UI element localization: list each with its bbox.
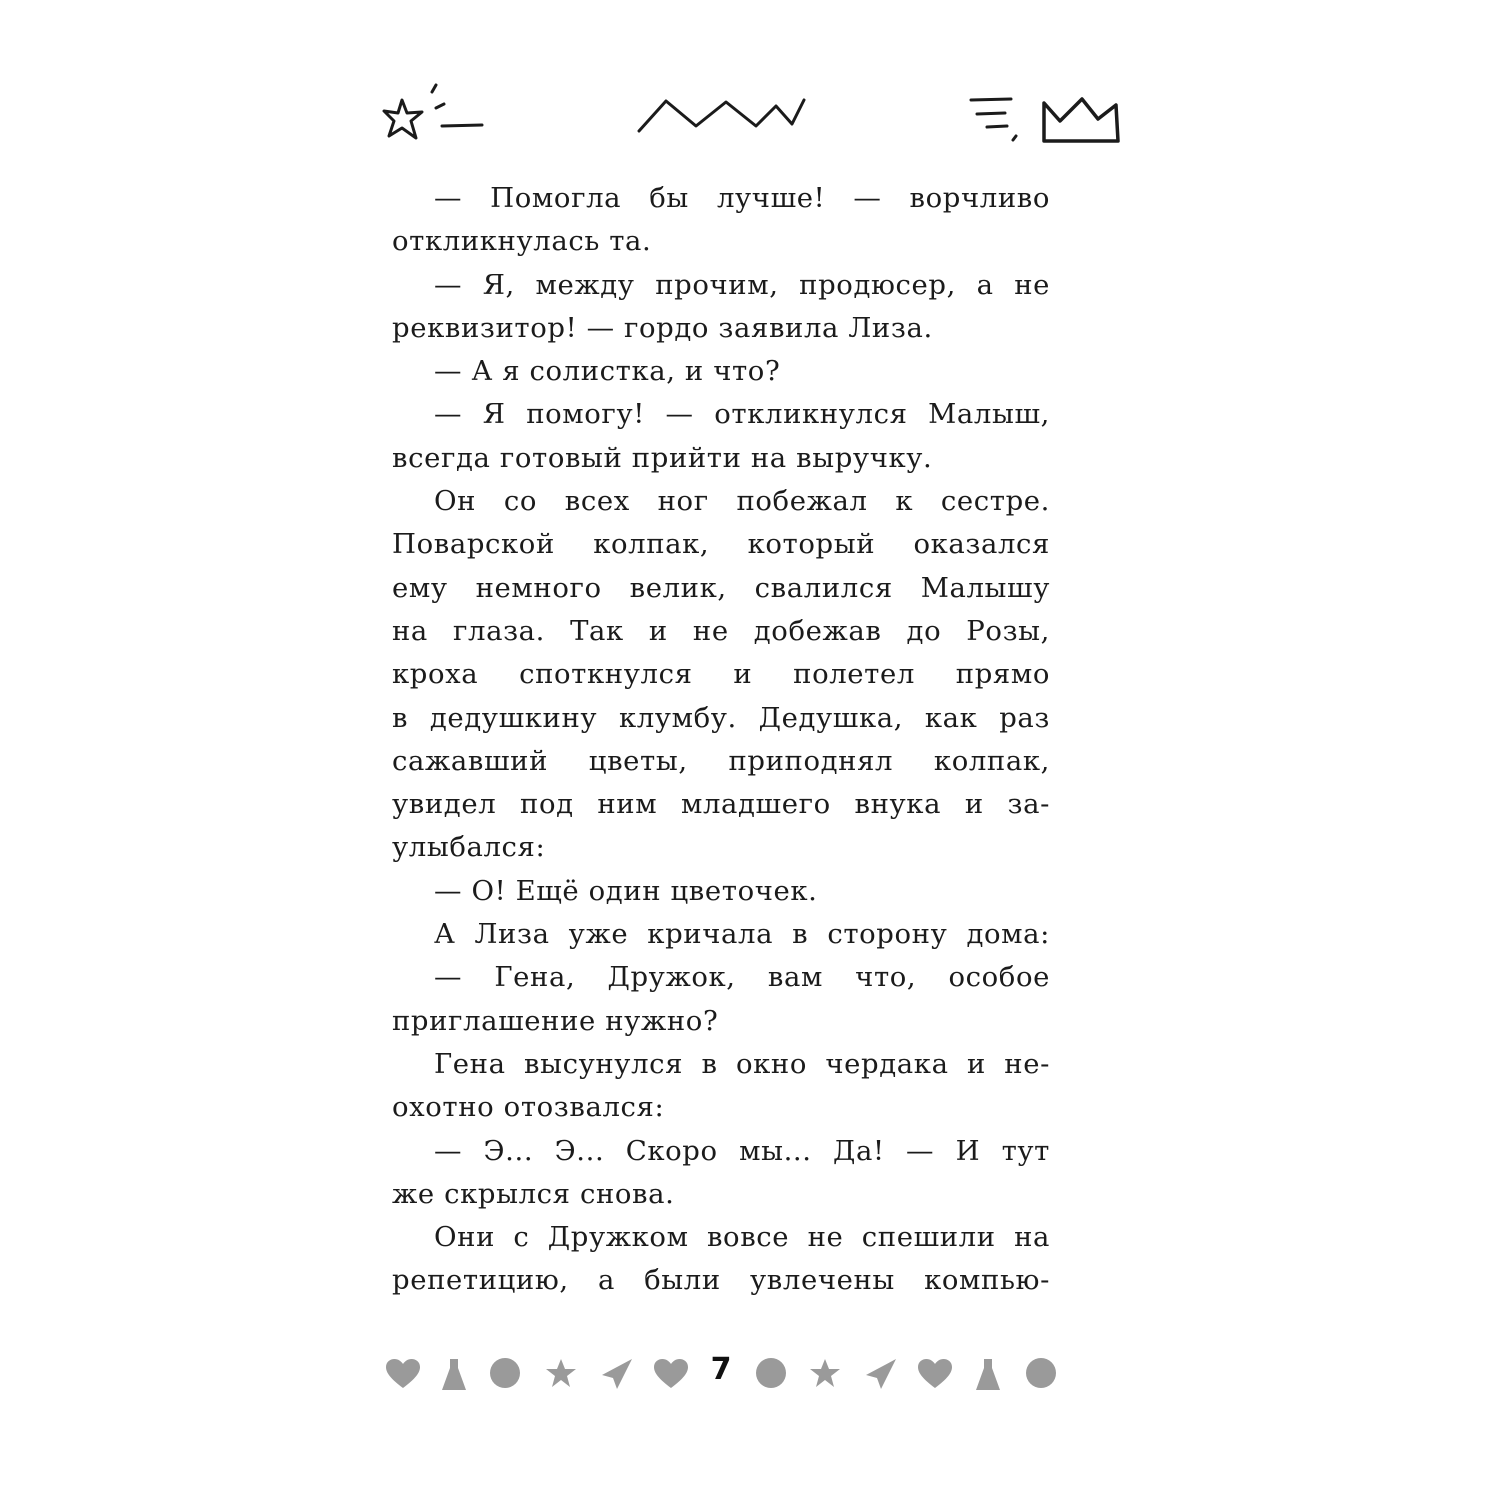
- text-line: — Я, между прочим, продюсер, а не: [434, 268, 1050, 301]
- text-line: охотно отозвался:: [392, 1091, 665, 1124]
- heart-icon: [653, 1358, 689, 1390]
- star-doodle-icon: [380, 80, 490, 150]
- circle-icon: [489, 1357, 521, 1389]
- text-line: Поварской колпак, который оказался: [392, 528, 1050, 561]
- text-line: сажавший цветы, приподнял колпак,: [392, 744, 1050, 777]
- speed-lines-icon: [965, 96, 1025, 146]
- flask-icon: [975, 1358, 1001, 1392]
- text-line: А Лиза уже кричала в сторону дома:: [434, 918, 1050, 951]
- text-line: откликнулась та.: [392, 225, 652, 258]
- paper-plane-icon: [601, 1358, 633, 1390]
- text-line: — А я солистка, и что?: [434, 355, 781, 388]
- text-line: же скрылся снова.: [392, 1177, 675, 1210]
- crown-doodle-icon: [1040, 95, 1122, 147]
- text-line: ему немного велик, свалился Малышу: [392, 571, 1050, 604]
- text-line: приглашение нужно?: [392, 1004, 719, 1037]
- star-icon: [545, 1358, 577, 1388]
- text-line: на глаза. Так и не добежав до Розы,: [392, 614, 1050, 647]
- text-line: улыбался:: [392, 831, 546, 864]
- text-line: — Гена, Дружок, вам что, особое: [434, 961, 1050, 994]
- heart-icon: [385, 1358, 421, 1390]
- text-line: всегда готовый прийти на выручку.: [392, 441, 933, 474]
- text-line: увидел под ним младшего внука и за-: [392, 788, 1050, 821]
- text-line: — Помогла бы лучше! — ворчливо: [434, 182, 1050, 214]
- flask-icon: [441, 1358, 467, 1392]
- paper-plane-icon: [865, 1358, 897, 1390]
- body-text: [392, 177, 1050, 1303]
- heart-icon: [917, 1358, 953, 1390]
- text-line: кроха споткнулся и полетел прямо: [392, 658, 1050, 691]
- circle-icon: [1025, 1357, 1057, 1389]
- page-number: 7: [710, 1352, 732, 1387]
- text-line: реквизитор! — гордо заявила Лиза.: [392, 311, 933, 344]
- text-line: Гена высунулся в окно чердака и не-: [434, 1047, 1050, 1080]
- text-line: в дедушкину клумбу. Дедушка, как раз: [392, 701, 1050, 734]
- text-line: Они с Дружком вовсе не спешили на: [434, 1221, 1050, 1254]
- text-line: — Я помогу! — откликнулся Малыш,: [434, 398, 1050, 431]
- circle-icon: [755, 1357, 787, 1389]
- text-line: — О! Ещё один цветочек.: [434, 874, 818, 907]
- star-icon: [809, 1358, 841, 1388]
- text-line: Он со всех ног побежал к сестре.: [434, 485, 1050, 518]
- text-line: репетицию, а были увлечены компью-: [392, 1264, 1050, 1297]
- text-line: — Э... Э... Скоро мы... Да! — И тут: [434, 1134, 1050, 1167]
- zigzag-doodle-icon: [636, 96, 808, 136]
- header-doodles: [0, 0, 1500, 200]
